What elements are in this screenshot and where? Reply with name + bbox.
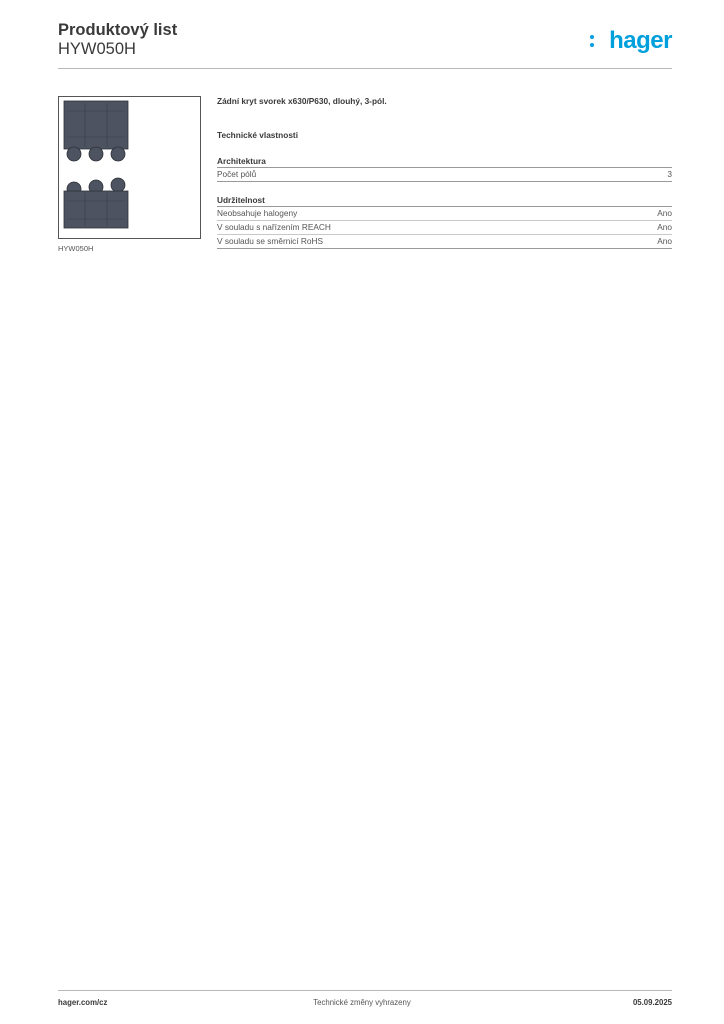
- logo-text: hager: [609, 27, 672, 54]
- product-code: HYW050H: [58, 40, 136, 58]
- page-title: Produktový list: [58, 21, 178, 39]
- technical-properties-heading: Technické vlastnosti: [217, 130, 298, 140]
- spec-value: Ano: [657, 236, 672, 246]
- image-caption: HYW050H: [58, 244, 94, 253]
- hager-logo: [592, 29, 672, 53]
- logo-dot-bottom: [590, 43, 594, 47]
- spec-value: Ano: [657, 222, 672, 232]
- spec-label: Počet pólů: [217, 169, 257, 179]
- spec-label: V souladu se směrnicí RoHS: [217, 236, 324, 246]
- logo-dot-top: [590, 35, 594, 39]
- spec-row: [217, 235, 672, 249]
- spec-row: [217, 221, 672, 235]
- product-description: Zádní kryt svorek x630/P630, dlouhý, 3-pól.: [217, 96, 387, 106]
- footer-website-link[interactable]: hager.com/cz: [58, 998, 108, 1007]
- footer-date: 05.09.2025: [632, 998, 672, 1007]
- section-udrzitelnost: [217, 194, 672, 249]
- spec-value: 3: [667, 169, 672, 179]
- spec-row: [217, 207, 672, 221]
- section-architektura: [217, 155, 672, 182]
- footer-notice: Technické změny vyhrazeny: [313, 998, 411, 1007]
- footer-divider: [58, 990, 672, 991]
- spec-row: [217, 168, 672, 182]
- page-header: [58, 20, 672, 69]
- section-title: Architektura: [217, 155, 672, 168]
- spec-label: V souladu s nařízením REACH: [217, 222, 331, 232]
- header-divider: [58, 68, 672, 69]
- product-image: [58, 96, 201, 239]
- section-title: Udržitelnost: [217, 194, 672, 207]
- spec-value: Ano: [657, 208, 672, 218]
- product-image-drawing: [59, 97, 200, 238]
- spec-label: Neobsahuje halogeny: [217, 208, 298, 218]
